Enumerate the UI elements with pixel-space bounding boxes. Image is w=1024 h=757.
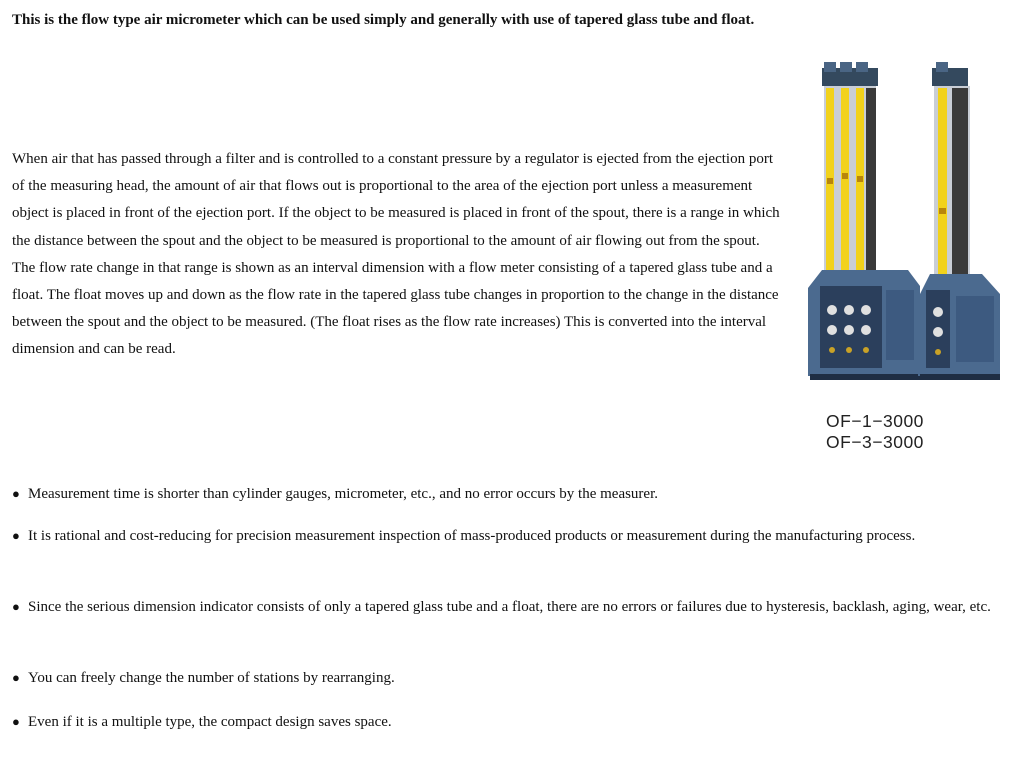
- feature-item: [12, 480, 1007, 508]
- model-captions: [826, 411, 924, 453]
- three-station-unit: [808, 62, 920, 380]
- single-station-unit: [918, 62, 1000, 380]
- bullet-icon: ●: [12, 670, 20, 685]
- feature-item: [12, 593, 1007, 621]
- feature-text: Even if it is a multiple type, the compact design saves space.: [28, 714, 392, 730]
- page-heading: This is the flow type air micrometer which can be used simply and generally with use of tapered glass tube and float.: [12, 12, 755, 28]
- product-photo: [800, 58, 1010, 388]
- bullet-icon: ●: [12, 714, 20, 729]
- feature-text: Since the serious dimension indicator consists of only a tapered glass tube and a float, there are no errors or failures due to hysteresis, backlash, aging, wear, etc.: [28, 599, 991, 615]
- feature-text: It is rational and cost-reducing for precision measurement inspection of mass-produced products or measurement during the manufacturing process.: [28, 528, 916, 544]
- bullet-icon: ●: [12, 486, 20, 501]
- feature-item: [12, 522, 1007, 550]
- bullet-icon: ●: [12, 599, 20, 614]
- intro-paragraph: When air that has passed through a filter and is controlled to a constant pressure by a regulator is ejected from the ejection port of the measuring head, the amount of air that flows out is proportional to the area of the ejection port unless a measurement object is placed in front of the ejection port. If the object to be measured is placed in front of the spout, there is a range in which the distance between the spout and the object to be measured is proportional to the amount of air flowing out from the spout. The flow rate change in that range is shown as an interval dimension with a flow meter consisting of a tapered glass tube and a float. The float moves up and down as the flow rate in the tapered glass tube changes in proportion to the change in the distance between the spout and the object to be measured. (The float rises as the flow rate increases) This is converted into the interval dimension and can be read.: [12, 151, 780, 358]
- flow-tube: [841, 88, 849, 274]
- feature-text: Measurement time is shorter than cylinder gauges, micrometer, etc., and no error occurs by the measurer.: [28, 486, 659, 502]
- model-caption: OF−3−3000: [826, 432, 924, 452]
- feature-text: You can freely change the number of stations by rearranging.: [28, 670, 395, 686]
- flow-tube: [938, 88, 947, 278]
- feature-item: [12, 664, 1007, 692]
- model-caption: OF−1−3000: [826, 411, 924, 431]
- air-micrometer-illustration: [800, 58, 1010, 388]
- feature-item: [12, 708, 1007, 736]
- bullet-icon: ●: [12, 528, 20, 543]
